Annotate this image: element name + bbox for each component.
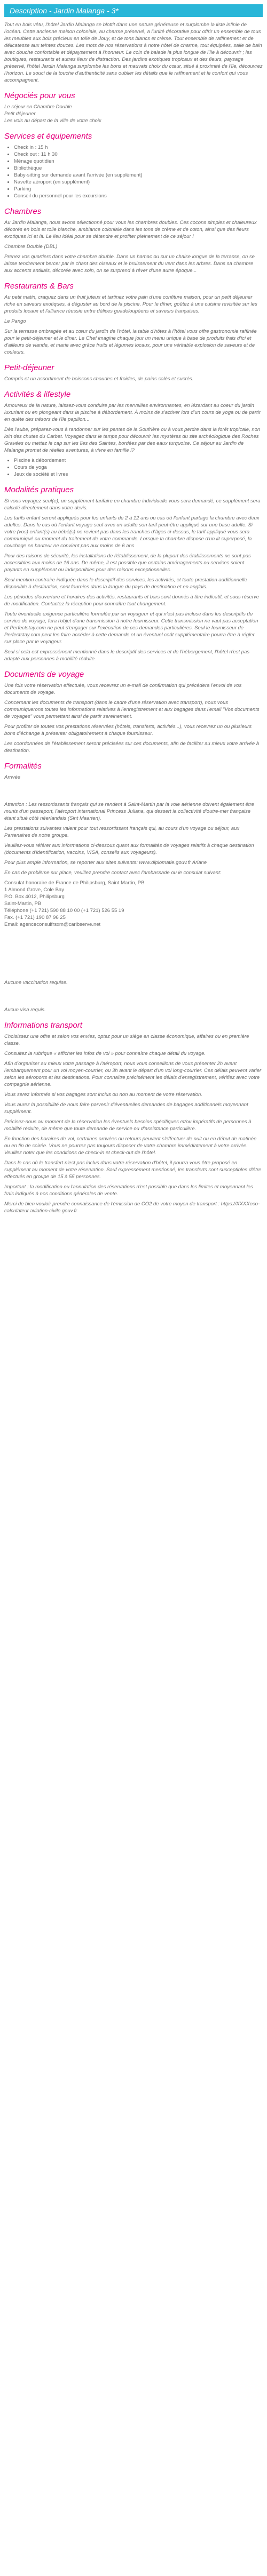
list-item: • Ménage quotidien [14,158,263,165]
paragraph: Au petit matin, craquez dans un fruit juteux et tartinez votre pain d'une confiture maison, pour un petit déjeuner riche en saveurs exotiques, à déguster au bord de la piscine. Pour le dîner, goûtez à une cuisine revisitée sur les produits locaux et l'alliance réussie entre délices guadeloupéens et saveurs françaises. [4,294,257,314]
list-item: • Baby-sitting sur demande avant l'arrivée (en supplément) [14,172,263,179]
paragraph: Pour des raisons de sécurité, les installations de l'établissement, de la plupart des établissements ne sont pas accessibles aux moins de 16 ans. De même, il est possible que certains aménagements ou services soient payants en supplément ou indisponibles pour des raisons exceptionnelles. [4,553,251,573]
paragraph: Merci de bien vouloir prendre connaissance de l'émission de CO2 de votre moyen de transport : https://XXXXeco-calculateur.aviation-civile.gouv.fr [4,1201,260,1214]
paragraph: En fonction des horaires de vol, certaines arrivées ou retours peuvent s'effectuer de nuit ou en début de matinée ou en fin de soirée. Vous ne pourrez pas toujours disposer de votre chambre immédiatement à votre arrivée. Veuillez noter que les conditions de check-in et check-out de l'hôtel. [4,1136,257,1156]
list-item: • Parking [14,186,263,193]
paragraph: Choisissez une offre et selon vos envies, optez pour un siège en classe économique, affaires ou en première classe. [4,1034,249,1046]
list-item: • Check out : 11 h 30 [14,151,263,158]
paragraph: Pour plus ample information, se reporter aux sites suivants: www.diplomatie.gouv.fr Ariane [4,860,207,866]
list-item: • Piscine à débordement [14,457,263,464]
paragraph: Vous aurez la possibilité de nous faire parvenir d'éventuelles demandes de bagages additionnels moyennant supplément. [4,1102,248,1115]
heading-modalites: Modalités pratiques [4,485,74,494]
paragraph: Consultez la rubrique « afficher les infos de vol » pour connaître chaque détail du voyage. [4,1051,206,1057]
negocies-line: Petit déjeuner [4,111,36,117]
list-item: • Cours de yoga [14,464,263,471]
services-list [14,144,263,199]
heading-negocies: Négociés pour vous [4,91,75,100]
paragraph: Une fois votre réservation effectuée, vous recevrez un e-mail de confirmation qui précédera l'envoi de vos documents de voyage. [4,683,242,695]
list-item: • Jeux de société et livres [14,471,263,478]
paragraph: Les prestations suivantes valent pour tout ressortissant français qui, au cours d'un voyage ou séjour, aux Partenaires de notre groupe. [4,826,240,838]
paragraph: Compris et un assortiment de boissons chaudes et froides, de pains salés et sucrés. [4,376,194,382]
heading-activites: Activités & lifestyle [4,390,71,399]
paragraph: Afin d'organiser au mieux votre passage à l'aéroport, nous vous conseillons de vous présenter 2h avant l'embarquement pour un vol moyen-courrier, ou 3h avant le départ d'un vol long-courrier. Ces délais peuvent varier selon les aéroports et les destinations. Pour connaître précisément les délais d'enregistrement, vérifiez avec votre compagnie aérienne. [4,1061,262,1087]
spacer [4,989,263,1006]
paragraph: Veuillez-vous référer aux informations ci-dessous quant aux formalités de voyages relatifs à chaque destination (documents d'identification, vaccins, VISA, conseils aux voyageurs). [4,843,254,855]
intro-text: Tout en bois vêtu, l'hôtel Jardin Malanga se blottit dans une nature généreuse et surplombe la liste infinie de l'océan. Cette ancienne maison coloniale, au charme préservé, a l'unité décorative pour offrir un ensemble de tous les meubles aux bois précieux en toile de Jouy, et de tons blancs et crème. Tout ensemble de raffinement et de délicatesse aux teintes douces. Les mots de nos réservations à notre hôtel de charme, tout équipées, salle de bain avec douche confortable et dépaysement à l'honneur. Le coin de balade la plus longue de l'île à découvrir ; les boutiques, restaurants et autres lieux de distraction. Des jardins exotiques tropicaux et des fleurs, paysage préservé, l'hôtel Jardin Malanga surplombe les bons et mauvais choix du cœur, situé à proximité de l'île, découvrez l'horizon. Le souci de la touche d'authenticité sans oublier les détails que le raffinement et le confort qui vous accompagnent. [4,22,263,83]
paragraph: Vous serez informés si vos bagages sont inclus ou non au moment de votre réservation. [4,1092,202,1098]
paragraph: Pour profiter de toutes vos prestations réservées (hôtels, transferts, activités...), vous recevrez un ou plusieurs bons d'échange à présenter obligatoirement à chaque fournisseur. [4,724,252,737]
spacer [4,784,263,801]
heading-chambres: Chambres [4,207,42,216]
paragraph: Dans le cas où le transfert n'est pas inclus dans votre réservation d'hôtel, il pourra vous être proposé en supplément au moment de votre réservation. Sauf expressément mentionné, les transferts sont susceptibles d'être effectués en groupe de 15 à 55 personnes. [4,1160,262,1180]
heading-petitdej: Petit-déjeuner [4,363,54,372]
paragraph: Aucun visa requis. [4,1007,46,1013]
heading-services: Services et équipements [4,132,92,141]
paragraph: Aucune vaccination requise. [4,980,68,986]
page [0,0,267,1214]
negocies-line: Le séjour en Chambre Double [4,104,72,110]
consulate-address: Consulat honoraire de France de Philipsburg, Saint Martin, PB 1 Almond Grove, Cole Bay P.O. Box 4012, Philipsburg Saint-Martin, PB Téléphone (+1 721) 590 88 10 00 (+1 721) 526 55 19 Fax. (+1 721) 190 87 96 25 Email: agenceconsulfrsxm@caribserve.net [4,880,145,927]
paragraph: Les tarifs enfant seront appliqués pour les enfants de 2 à 12 ans ou cas où l'enfant partage la chambre avec deux adultes. Dans le cas où l'enfant voyage seul avec un adulte son tarif peut-être appliqué sur une base adulte. Si votre (vos) enfant(s) au bébé(s) ne revient pas dans les tranches d'âges ci-dessus, le tarif appliqué vous sera communiqué au moment du traitement de votre commande. Lorsque la chambre dispose d'un lit superposé, la couchage en hauteur ne convient pas aux moins de 6 ans. [4,515,260,549]
heading-formalites: Formalités [4,762,42,771]
paragraph: Dès l'aube, préparez-vous à randonner sur les pentes de la Soufrière ou à vous perdre dans la forêt tropicale, non loin des chutes du Carbet. Voyagez dans le temps pour découvrir les mystères du site archéologique des Roches Gravées ou mettez le cap sur les îles des Saintes, bordées par des eaux turquoise. Ce séjour au Jardin de Malanga promet de réelles aventures, à vivre en famille !? [4,427,261,453]
paragraph: En cas de problème sur place, veuillez prendre contact avec l'ambassade ou le consulat suivant: [4,870,222,876]
paragraph: Important : la modification ou l'annulation des réservations n'est possible que dans les limites et moyennant les frais indiqués à nos conditions générales de vente. [4,1184,253,1197]
paragraph: Si vous voyagez seul(e), un supplément tarifaire en chambre individuelle vous sera demandé, ce supplément sera calculé directement dans votre devis. [4,498,261,511]
negocies-line: Les vols au départ de la ville de votre choix [4,118,101,124]
paragraph: Les coordonnées de l'établissement seront précisées sur ces documents, afin de faciliter au mieux votre arrivée à destination. [4,741,260,754]
heading-documents: Documents de voyage [4,670,84,679]
spacer [4,931,263,979]
paragraph: Attention : Les ressortissants français qui se rendent à Saint-Martin par la voie aérienne doivent également être munis d'un passeport, l'aéroport international Princess Juliana, qui dessert la collectivité d'outre-mer française étant situé côté néerlandais (Sint Maarten). [4,802,254,821]
paragraph: Les périodes d'ouverture et horaires des activités, restaurants et bars sont donnés à titre indicatif, et sous réserve de modification. Contactez la réception pour connaître tout changement. [4,594,260,607]
heading-transport: Informations transport [4,1021,82,1030]
paragraph: Amoureux de la nature, laissez-vous conduire par les merveilles environnantes, en lézardant au coeur du jardin luxuriant ou en plongeant dans la piscine à débordement. À moins de s'activer lors d'un cours de yoga ou de partir en quête des trésors de l'île papillon... [4,403,261,422]
paragraph: Seul si cela est expressément mentionné dans le descriptif des services et de l'hébergement, l'hôtel n'est pas adapté aux personnes à mobilité réduite. [4,649,250,662]
activities-list [14,457,263,478]
heading-restaurants: Restaurants & Bars [4,282,74,291]
list-item: • Bibliothèque [14,165,263,172]
paragraph: Sur la terrasse ombragée et au cœur du jardin de l'hôtel, la table d'hôtes à l'hôtel vous offre gastronomie raffinée pour le petit-déjeuner et le dîner. Le Chef imagine chaque jour un menu unique à base de produits frais d'ici et d'ailleurs de viande, et marie avec grâce fruits et légumes locaux, pour une véritable explosion de saveurs et de couleurs. [4,329,257,355]
paragraph: Concernant les documents de transport (dans le cadre d'une réservation avec transport), nous vous communiquerons toutes les informations relatives à l'enregistrement et aux bagages dans l'email "Vos documents de voyages" vous permettant ainsi de partir sereinement. [4,700,260,719]
list-item: • Conseil du personnel pour les excursions [14,193,263,199]
paragraph: Seul mention contraire indiquée dans le descriptif des services, les activités, et toute prestation additionnelle disponible à destination, sont fournies dans la langue du pays de destination et en anglais. [4,577,247,590]
list-item: • Check in : 15 h [14,144,263,151]
room-type: Chambre Double (DBL) [4,244,58,250]
list-item: • Navette aéroport (en supplément) [14,179,263,186]
paragraph: Toute éventuelle exigence particulière formulée par un voyageur et qui n'est pas incluse dans les descriptifs du service de voyage, fera l'objet d'une transmission à notre fournisseur. Cette transmission ne vaut pas acceptation et Perfectstay.com ne peut s'engager sur l'exécution de ces demandes particulières. Seul le fournisseur de Perfectstay.com peut les faire accéder à cette demande et un éventuel coût supplémentaire pourra être à régler sur place par le voyageur. [4,611,258,645]
page-title: Description - Jardin Malanga - 3* [4,4,263,17]
paragraph: Prenez vos quartiers dans votre chambre double. Dans un hamac ou sur un chaise longue de la terrasse, on se laisse tendrement bercer par le chant des oiseaux et le bruissement du vent dans les arbres. Dans sa chambre aux accents antillais, décorée avec soin, on se surprend à rêver d'une autre époque... [4,254,255,274]
paragraph: Arrivée [4,774,21,780]
paragraph: Précisez-nous au moment de la réservation les éventuels besoins spécifiques et/ou impératifs de personnes à mobilité réduite, de même que toute demande de service ou d'assistance particulière. [4,1119,252,1132]
restaurant-name: Le Pango [4,318,26,324]
paragraph: Au Jardin Malanga, nous avons sélectionné pour vous les chambres doubles. Ces cocons simples et chaleureux décorés en bois et toile blanche, ambiance coloniale dans les tons de crème et de coton, ainsi que des fleurs exotiques ici et là. Le lieu idéal pour se détendre et profiter pleinement de ce séjour ! [4,220,257,239]
